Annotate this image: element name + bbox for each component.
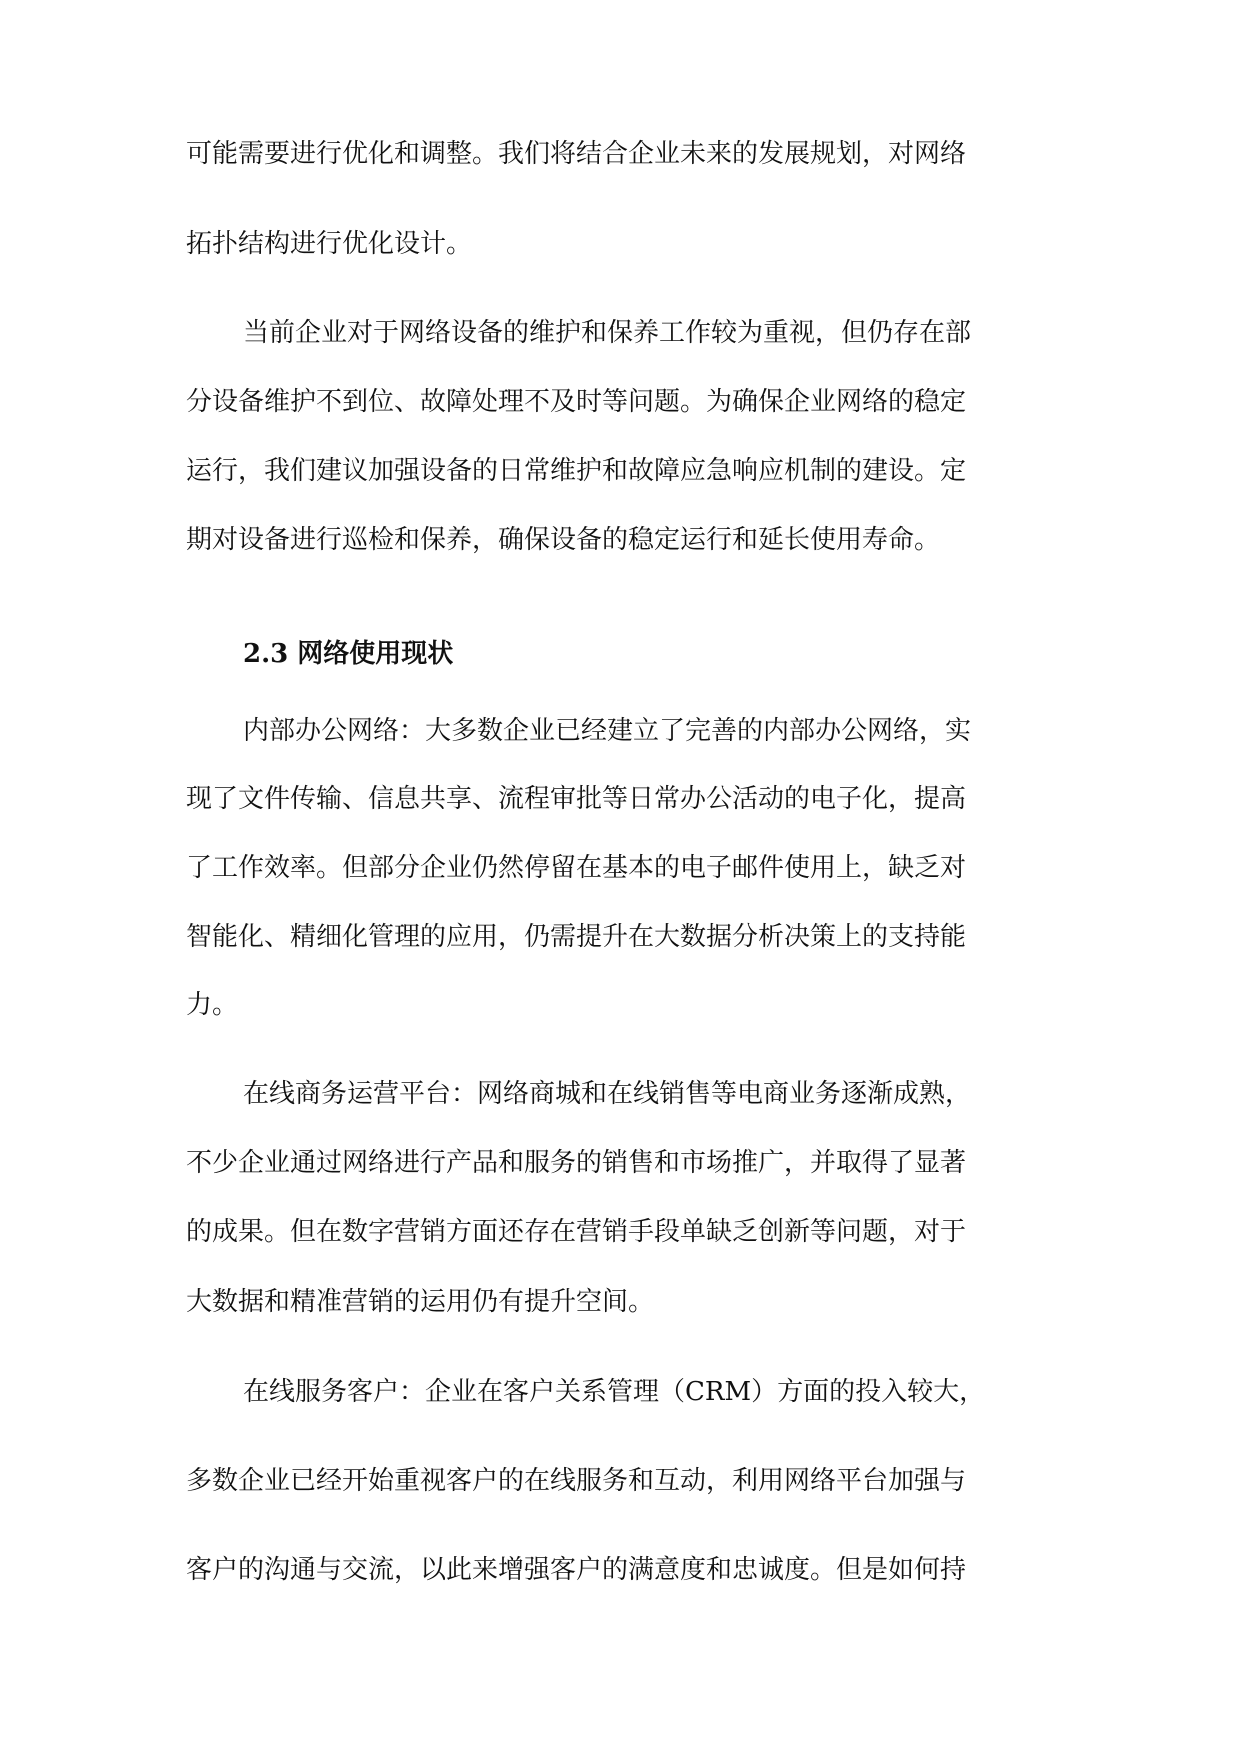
paragraph-2-line-4: 期对设备进行巡检和保养，确保设备的稳定运行和延长使用寿命。: [186, 525, 941, 555]
paragraph-3-line-2: 现了文件传输、信息共享、流程审批等日常办公活动的电子化，提高: [186, 784, 967, 814]
section-heading: 2.3 网络使用现状: [243, 639, 454, 669]
paragraph-3-line-4: 智能化、精细化管理的应用，仍需提升在大数据分析决策上的支持能: [186, 922, 967, 952]
paragraph-1-line-1: 可能需要进行优化和调整。我们将结合企业未来的发展规划，对网络: [186, 139, 967, 169]
paragraph-2-line-1: 当前企业对于网络设备的维护和保养工作较为重视，但仍存在部: [243, 318, 972, 348]
paragraph-2-line-3: 运行，我们建议加强设备的日常维护和故障应急响应机制的建设。定: [186, 456, 967, 486]
paragraph-3-line-5: 力。: [186, 990, 239, 1020]
paragraph-4-line-4: 大数据和精准营销的运用仍有提升空间。: [186, 1287, 655, 1317]
paragraph-4-line-1: 在线商务运营平台：网络商城和在线销售等电商业务逐渐成熟，: [243, 1079, 972, 1109]
paragraph-3-line-3: 了工作效率。但部分企业仍然停留在基本的电子邮件使用上，缺乏对: [186, 853, 967, 883]
paragraph-5-line-2: 多数企业已经开始重视客户的在线服务和互动，利用网络平台加强与: [186, 1466, 967, 1496]
paragraph-1-line-2: 拓扑结构进行优化设计。: [186, 229, 473, 259]
paragraph-5-line-3: 客户的沟通与交流，以此来增强客户的满意度和忠诚度。但是如何持: [186, 1555, 967, 1585]
paragraph-4-line-2: 不少企业通过网络进行产品和服务的销售和市场推广，并取得了显著: [186, 1148, 967, 1178]
paragraph-2-line-2: 分设备维护不到位、故障处理不及时等问题。为确保企业网络的稳定: [186, 387, 967, 417]
paragraph-4-line-3: 的成果。但在数字营销方面还存在营销手段单缺乏创新等问题，对于: [186, 1217, 967, 1247]
paragraph-5-line-1: 在线服务客户：企业在客户关系管理（CRM）方面的投入较大，: [243, 1377, 986, 1407]
paragraph-3-line-1: 内部办公网络：大多数企业已经建立了完善的内部办公网络，实: [243, 716, 972, 746]
